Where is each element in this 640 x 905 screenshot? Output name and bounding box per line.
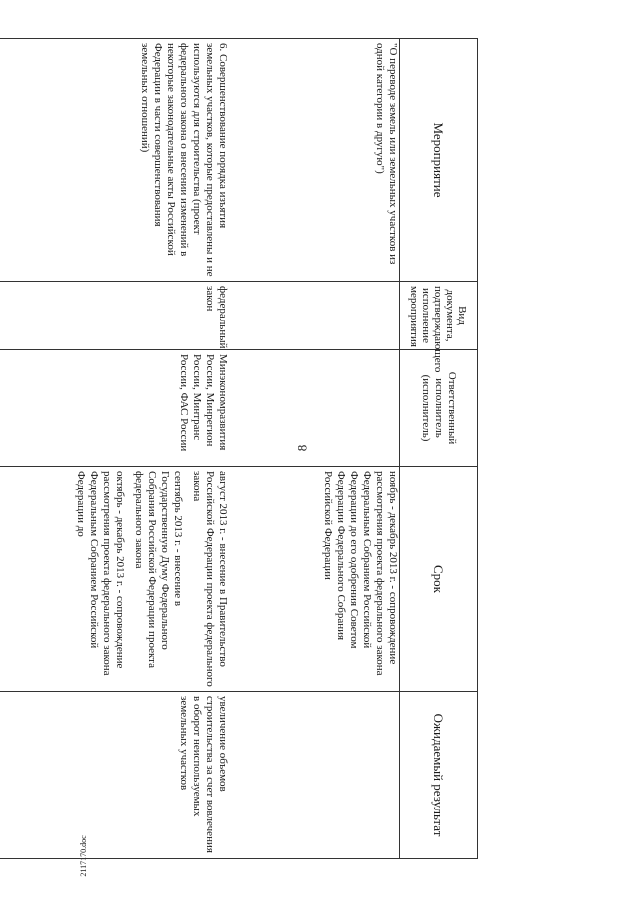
term-text: октябрь - декабрь 2013 г. - сопровождение рассмотрения проекта федерального закона Федеральным Собранием Российской Федерации до <box>75 471 126 676</box>
term-text: ноябрь - декабрь 2013 г. - сопровождение рассмотрения проекта федерального закона Федеральным Собранием Российской Федерации до его одобрения Советом Федерации Федерального Собрания Российской Федерации <box>322 471 399 676</box>
header-responsible: Ответственный исполнитель (исполнитель) <box>400 350 478 467</box>
document-code: 2117170.doc <box>79 835 88 877</box>
event-text: 6. Совершенствование порядка изъятия земельных участков, которые предоставлены и не используются для строительства (проект федерального закона о внесении изменений в некоторые законодательные акты Российской Федерации в части совершенствования земельных отношений) <box>139 43 229 277</box>
measures-table <box>0 38 478 859</box>
page-number: 8 <box>294 444 310 452</box>
cell-term <box>0 467 229 692</box>
cell-result <box>229 692 400 859</box>
cell-responsible <box>229 350 400 467</box>
doc-type-text: федеральный закон <box>204 286 229 349</box>
term-text: сентябрь 2013 г. - внесение в Государственную Думу Федерального Собрания Российской Федерации проекта федерального закона <box>133 471 184 668</box>
cell-event <box>229 39 400 282</box>
table-header-row <box>400 39 478 859</box>
cell-doc-type <box>0 282 229 350</box>
result-text: увеличение объемов строительства за счет вовлечения в оборот неиспользуемых земельных участков <box>178 696 229 853</box>
cell-doc-type <box>229 282 400 350</box>
table-row <box>0 39 229 859</box>
cell-term <box>229 467 400 692</box>
header-event: Мероприятие <box>400 39 478 282</box>
event-text: "О переводе земель или земельных участков из одной категории в другую") <box>374 43 399 265</box>
header-doc-type: Вид документа, подтверждающего исполнение мероприятия <box>400 282 478 350</box>
cell-responsible <box>0 350 229 467</box>
header-result: Ожидаемый результат <box>400 692 478 859</box>
cell-result <box>0 692 229 859</box>
table-row <box>229 39 400 859</box>
header-term: Срок <box>400 467 478 692</box>
term-text: август 2013 г. - внесение в Правительство Российской Федерации проекта федерального закона <box>191 471 229 687</box>
cell-event <box>0 39 229 282</box>
responsible-text: Минэкономразвития России, Минрегион России, Минтранс России, ФАС России <box>178 354 229 452</box>
